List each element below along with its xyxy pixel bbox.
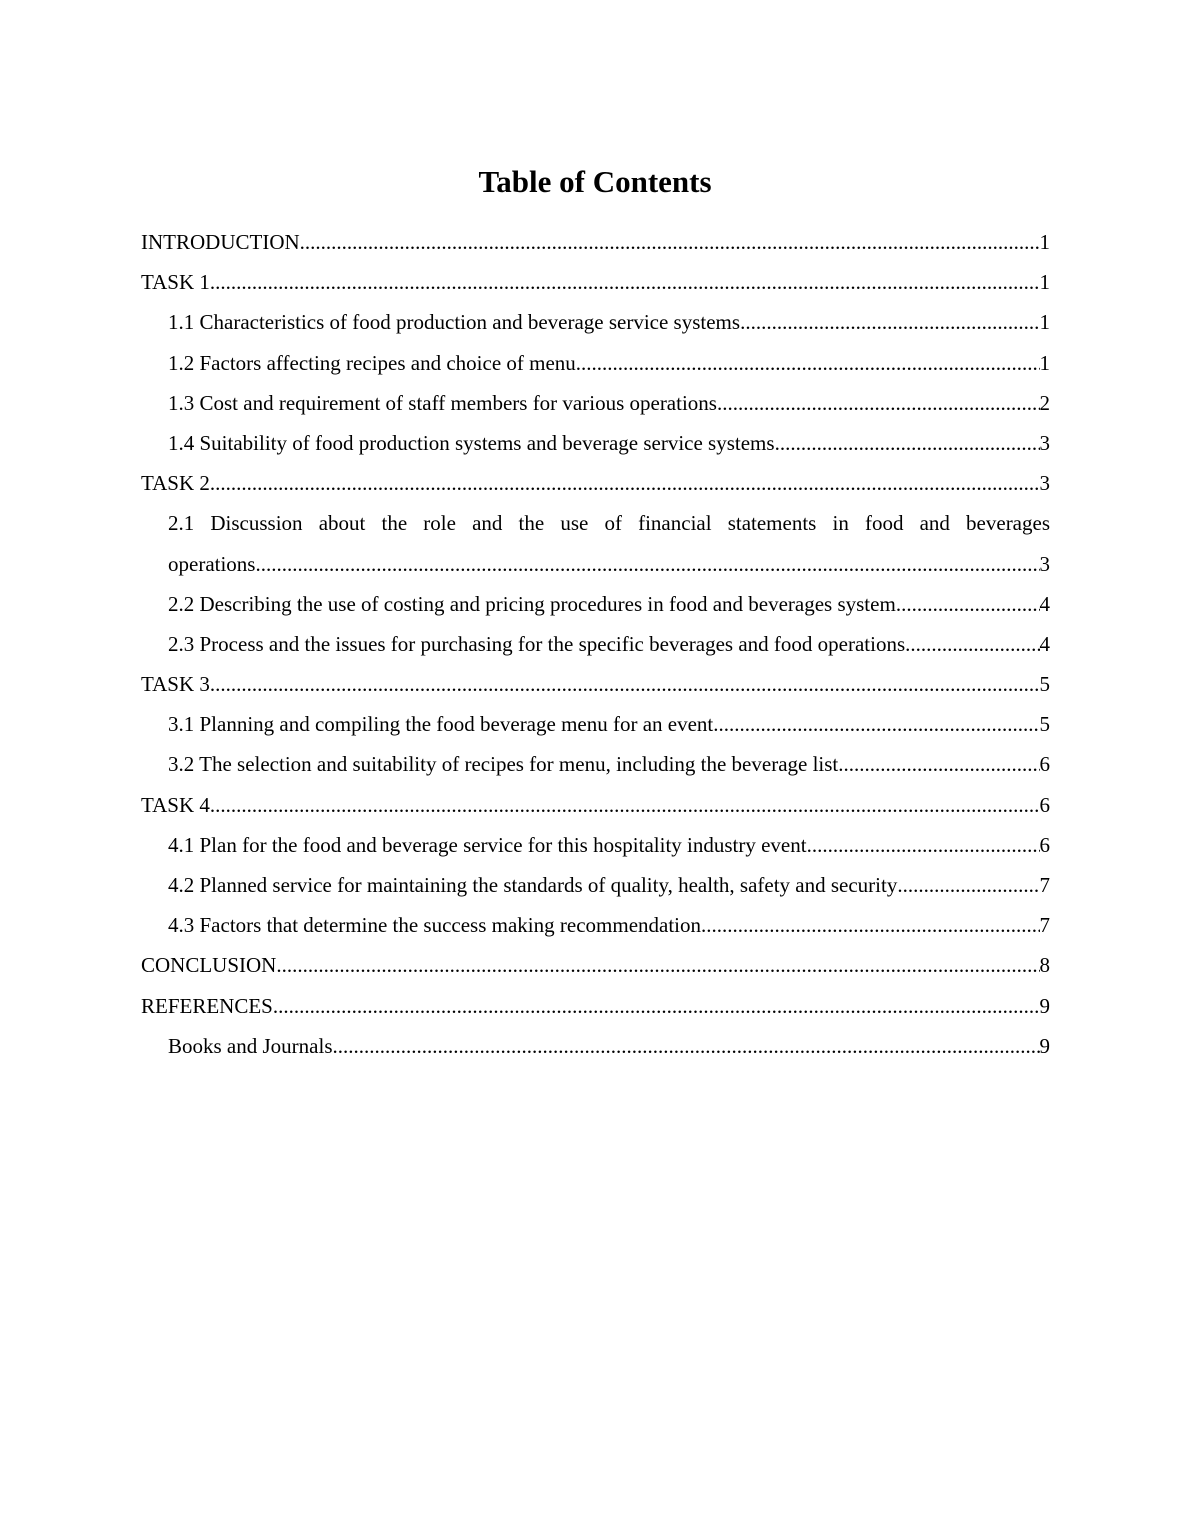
toc-entry-text: 2.3 Process and the issues for purchasing for the specific beverages and food operations. xyxy=(168,631,911,656)
toc-entry-text: 4.3 Factors that determine the success making recommendation xyxy=(168,913,702,938)
toc-entry-text: 1.1 Characteristics of food production and beverage service systems xyxy=(168,310,741,335)
toc-page-number: 4 xyxy=(1039,591,1050,616)
table-of-contents xyxy=(141,222,1050,1066)
toc-entry-text: 4.1 Plan for the food and beverage service for this hospitality industry event xyxy=(168,832,807,857)
toc-dot-leader xyxy=(897,865,1039,905)
toc-entry-1-3[interactable] xyxy=(141,383,1050,423)
toc-entry-3-2[interactable] xyxy=(141,744,1050,784)
toc-page-number: 1 xyxy=(1039,270,1050,295)
toc-entry-task-2[interactable] xyxy=(141,463,1050,503)
toc-page-number: 6 xyxy=(1039,752,1050,777)
toc-entry-task-1[interactable] xyxy=(141,262,1050,302)
toc-page-number: 8 xyxy=(1039,953,1050,978)
toc-entry-conclusion[interactable] xyxy=(141,945,1050,985)
toc-entry-task-4[interactable] xyxy=(141,785,1050,825)
toc-dot-leader xyxy=(740,302,1039,342)
toc-entry-text: 1.4 Suitability of food production systems and beverage service systems xyxy=(168,430,775,455)
toc-entry-2-3[interactable] xyxy=(141,624,1050,664)
toc-dot-leader xyxy=(210,262,1040,302)
toc-page-number: 9 xyxy=(1039,1033,1050,1058)
toc-entry-text: 2.2 Describing the use of costing and pricing procedures in food and beverages system xyxy=(168,591,896,616)
toc-dot-leader xyxy=(333,1026,1040,1066)
toc-entry-text: 4.2 Planned service for maintaining the standards of quality, health, safety and security xyxy=(168,873,898,897)
toc-dot-leader xyxy=(576,343,1040,383)
toc-entry-2-1[interactable] xyxy=(141,503,1050,583)
toc-entry-text: INTRODUCTION xyxy=(141,230,300,254)
toc-dot-leader xyxy=(210,664,1040,704)
toc-page-number: 3 xyxy=(1039,551,1050,576)
toc-page-number: 5 xyxy=(1039,712,1050,737)
toc-dot-leader xyxy=(910,624,1039,664)
toc-entry-text-line-2: operations xyxy=(168,551,256,576)
toc-dot-leader xyxy=(300,222,1040,262)
toc-entry-introduction[interactable] xyxy=(141,222,1050,262)
toc-entry-text: 1.3 Cost and requirement of staff members for various operations xyxy=(168,390,717,415)
toc-entry-books-and-journals[interactable] xyxy=(141,1026,1050,1066)
toc-entry-line-2 xyxy=(168,544,1050,584)
toc-entry-4-3[interactable] xyxy=(141,905,1050,945)
toc-title: Table of Contents xyxy=(478,164,712,199)
toc-dot-leader xyxy=(717,383,1040,423)
toc-dot-leader xyxy=(896,584,1040,624)
toc-page-number: 6 xyxy=(1039,792,1050,817)
toc-entry-1-1[interactable] xyxy=(141,302,1050,342)
toc-dot-leader xyxy=(807,825,1040,865)
toc-entry-3-1[interactable] xyxy=(141,704,1050,744)
toc-dot-leader xyxy=(276,945,1039,985)
toc-dot-leader xyxy=(701,905,1039,945)
toc-dot-leader xyxy=(838,744,1039,784)
toc-entry-task-3[interactable] xyxy=(141,664,1050,704)
toc-entry-text: 3.2 The selection and suitability of recipes for menu, including the beverage list xyxy=(168,752,839,777)
toc-page-number: 3 xyxy=(1039,430,1050,455)
toc-dot-leader xyxy=(210,785,1040,825)
toc-entry-text: TASK 3 xyxy=(141,672,210,697)
toc-dot-leader xyxy=(255,544,1039,584)
toc-entry-text: TASK 4 xyxy=(141,792,210,817)
toc-entry-4-2[interactable] xyxy=(141,865,1050,905)
toc-entry-text-line-1: 2.1 Discussion about the role and the use of financial statements in food and beverages xyxy=(168,511,1050,536)
toc-page-number: 7 xyxy=(1039,913,1050,938)
toc-page-number: 7 xyxy=(1039,873,1050,897)
toc-page-number: 3 xyxy=(1039,471,1050,496)
toc-entry-text: Books and Journals xyxy=(168,1033,333,1058)
toc-entry-text: 3.1 Planning and compiling the food beverage menu for an event xyxy=(168,712,714,737)
toc-dot-leader xyxy=(273,986,1040,1026)
toc-entry-text: 1.2 Factors affecting recipes and choice of menu xyxy=(168,350,576,375)
toc-page-number: 1 xyxy=(1039,230,1050,254)
toc-page-number: 6 xyxy=(1039,832,1050,857)
toc-page-number: 1 xyxy=(1039,350,1050,375)
toc-entry-references[interactable] xyxy=(141,986,1050,1026)
toc-entry-text: CONCLUSION xyxy=(141,953,277,978)
toc-entry-1-2[interactable] xyxy=(141,343,1050,383)
toc-entry-1-4[interactable] xyxy=(141,423,1050,463)
toc-page-number: 1 xyxy=(1039,310,1050,335)
toc-entry-text: TASK 1 xyxy=(141,270,210,295)
toc-dot-leader xyxy=(775,423,1040,463)
toc-dot-leader xyxy=(210,463,1040,503)
toc-page-number: 9 xyxy=(1039,993,1050,1018)
toc-entry-2-2[interactable] xyxy=(141,584,1050,624)
toc-entry-text: REFERENCES xyxy=(141,993,273,1018)
toc-entry-text: TASK 2 xyxy=(141,471,210,496)
toc-entry-4-1[interactable] xyxy=(141,825,1050,865)
toc-page-number: 2 xyxy=(1039,390,1050,415)
toc-dot-leader xyxy=(713,704,1039,744)
toc-page-number: 4 xyxy=(1039,631,1050,656)
toc-page-number: 5 xyxy=(1039,672,1050,697)
